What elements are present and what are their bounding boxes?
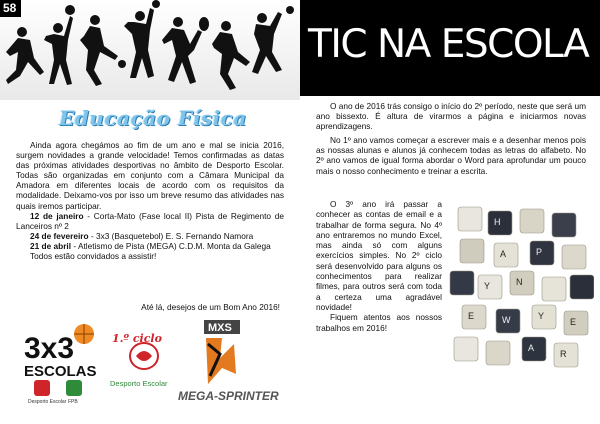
mega-sprinter-logo: [178, 318, 286, 410]
key-letter: N: [516, 277, 523, 287]
sports-silhouettes-image: [0, 0, 300, 100]
event-item: [16, 211, 284, 231]
event-item: [16, 231, 284, 241]
keyboard-key: [458, 207, 482, 231]
wrapped-body-text: [316, 199, 442, 333]
keyboard-key: [460, 239, 484, 263]
key-letter: A: [528, 343, 535, 353]
page-title: TIC NA ESCOLA: [308, 22, 589, 67]
paragraph: O 3º ano irá passar a conhecer as contas de email e a trabalhar de forma segura. No 4º ano entraremos no mundo Excel, mas ainda só com alguns exercícios simples. No 2º ciclo será desenvolvido para alguns os conhecimentos para realizar filmes, para outros será com toda a certeza uma agradável novidade!: [316, 199, 442, 312]
keyboard-key: [510, 271, 534, 295]
keyboard-key: [570, 275, 594, 299]
keyboard-key: [532, 305, 556, 329]
keyboard-key: [520, 209, 544, 233]
page-number-left: 58: [0, 0, 21, 17]
page-number-right: 59: [580, 1, 594, 15]
event-text: - 3x3 (Basquetebol) E. S. Fernando Namora: [88, 230, 254, 241]
logo1-small-text: Desporto Escolar: [28, 399, 67, 405]
keyboard-key: [552, 213, 576, 237]
keyboard-key: [450, 271, 474, 295]
key-letter: Y: [484, 281, 491, 291]
keyboard-key: [486, 341, 510, 365]
keyboard-key: [496, 309, 520, 333]
keyboard-key: [478, 275, 502, 299]
logo3-top-text: MXS: [208, 322, 232, 334]
event-text: - Corta-Mato (Fase local II) Pista de Regimento de Lanceiros nº 2: [16, 210, 284, 231]
key-letter: E: [570, 317, 577, 327]
1-ciclo-desporto-escolar-logo: [108, 322, 180, 402]
keyboard-keys-photo: [448, 205, 594, 370]
logo1-fpb-text: FPB: [68, 399, 78, 405]
left-body-text: [16, 140, 284, 261]
keyboard-key: [462, 305, 486, 329]
intro-paragraph: Ainda agora chegámos ao fim de um ano e mal se inicia 2016, surgem novidades a grande velocidade! Temos confirmadas as datas das próximas atividades desportivas no âmbito de Desporto Escolar. Todas são organizadas em conjunto com a Câmara Municipal da Amadora em diferentes locais de acordo com os requisitos da modalidade. Deixamo-vos por isso um breve resumo das atividades nas quais iremos participar.: [16, 140, 284, 211]
key-letter: H: [494, 217, 501, 227]
paragraph: Fiquem atentos aos nossos trabalhos em 2016!: [316, 312, 442, 333]
key-letter: E: [468, 311, 475, 321]
keyboard-key: [554, 343, 578, 367]
paragraph: No 1º ano vamos começar a escrever mais e a desenhar menos pois as nossas alunas e alunos já conhecem todas as letras do alfabeto. No 2º ano vamos de igual forma abordar o Word para aprofundar um pouco mais o nosso conhecimento e treinar a escrita.: [316, 135, 586, 176]
key-letter: A: [500, 249, 507, 259]
keyboard-key: [530, 241, 554, 265]
key-letter: R: [560, 349, 567, 359]
keyboard-key: [564, 311, 588, 335]
3x3-escolas-logo: [22, 318, 100, 410]
keyboard-key: [494, 243, 518, 267]
right-page: [300, 0, 600, 424]
logo3-bottom-text: MEGA-SPRINTER: [178, 389, 279, 403]
section-title: Educação Física: [59, 106, 247, 130]
closing-text: Todos estão convidados a assistir!: [30, 251, 157, 262]
logo1-top-text: 3x3: [24, 332, 75, 365]
keyboard-key: [522, 337, 546, 361]
event-text: - Atletismo de Pista (MEGA) C.D.M. Monta da Galega: [71, 240, 271, 251]
keyboard-key: [562, 245, 586, 269]
event-date: 24 de fevereiro: [30, 230, 89, 241]
logo2-top-text: 1.º ciclo: [112, 332, 162, 345]
logo2-bottom-text: Desporto Escolar: [110, 379, 168, 388]
keyboard-key: [454, 337, 478, 361]
event-date: 21 de abril: [30, 240, 72, 251]
key-letter: Y: [538, 311, 545, 321]
event-item: [16, 241, 284, 251]
right-body-text: [316, 101, 586, 180]
logo1-bottom-text: ESCOLAS: [24, 363, 97, 380]
key-letter: P: [536, 247, 543, 257]
key-letter: W: [502, 315, 511, 325]
keyboard-key: [542, 277, 566, 301]
keyboard-key: [488, 211, 512, 235]
paragraph: O ano de 2016 trás consigo o início do 2º período, neste que será um ano bissexto. É altura de virarmos a página e iniciarmos novas aprendizagens.: [316, 101, 586, 132]
event-date: 12 de janeiro: [30, 210, 84, 221]
new-year-wish: Até lá, desejos de um Bom Ano 2016!: [141, 302, 280, 312]
